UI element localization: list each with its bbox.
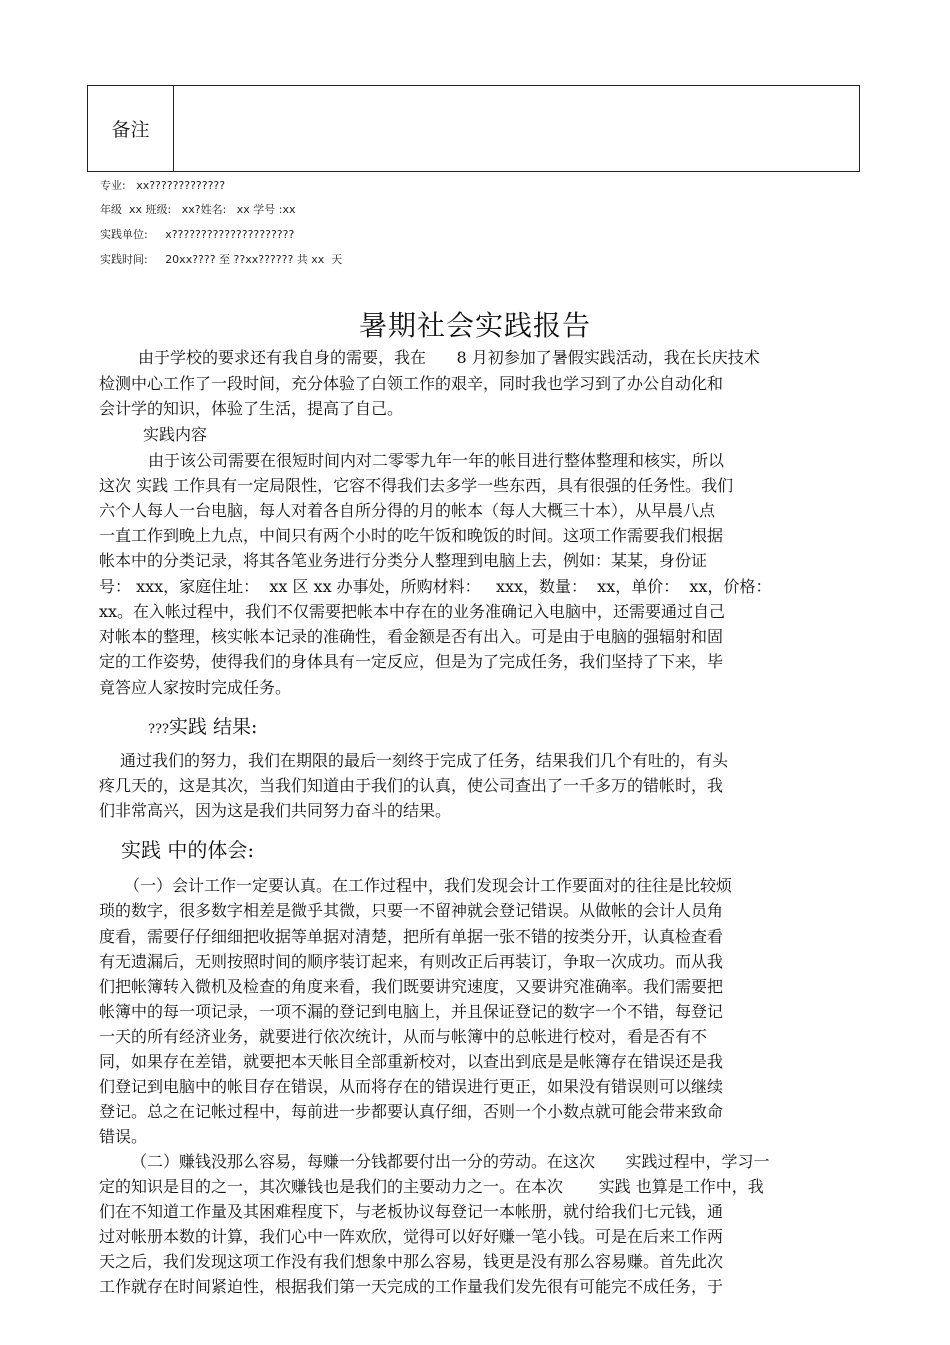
meta-major: 专业: xx????????????? — [100, 179, 226, 192]
experience-line: 工作就存在时间紧迫性，根据我们第一天完成的工作量我们发先很有可能完不成任务，于 — [99, 1277, 724, 1296]
intro-line: 由于学校的要求还有我自身的需要，我在 8 月初参加了暑假实践活动，我在长庆技术 — [138, 348, 760, 367]
experience-line: 错误。 — [99, 1127, 148, 1146]
experience-line: 定的知识是目的之一，其次赚钱也是我们的主要动力之一。在本次 实践 也算是工作中，我 — [99, 1177, 764, 1196]
experience-line: 登记。总之在记帐过程中，每前进一步都要认真仔细，否则一个小数点就可能会带来致命 — [99, 1102, 724, 1121]
result-prefix: ??? — [148, 722, 169, 737]
content-line: 帐本中的分类记录，将其各笔业务进行分类分人整理到电脑上去，例如：某某，身份证 — [99, 551, 708, 570]
experience-line: 度看，需要仔仔细细把收据等单据对清楚，把所有单据一张不错的按类分开，认真检查看 — [99, 927, 724, 946]
result-line: 们非常高兴，因为这是我们共同努力奋斗的结果。 — [99, 801, 452, 820]
experience-line: 琐的数字，很多数字相差是微乎其微，只要一不留神就会登记错误。从做帐的会计人员角 — [99, 901, 724, 920]
experience-line: 帐簿中的每一项记录，一项不漏的登记到电脑上，并且保证登记的数字一个不错，每登记 — [99, 1002, 724, 1021]
result-heading-text: 实践 结果: — [168, 716, 258, 738]
experience-line: 们登记到电脑中的帐目存在错误，从而将存在的错误进行更正，如果没有错误则可以继续 — [99, 1077, 724, 1096]
experience-line: 天之后，我们发现这项工作没有我们想象中那么容易，钱更是没有那么容易赚。首先此次 — [99, 1252, 724, 1271]
section-heading-experience: 实践 中的体会: — [121, 838, 255, 862]
content-line: 这次 实践 工作具有一定局限性，它容不得我们去多学一些东西，具有很强的任务性。我们 — [99, 476, 734, 495]
meta-grade-class-name: 年级 xx 班级: xx?姓名: xx 学号 :xx — [100, 203, 296, 216]
section-heading-content: 实践内容 — [143, 425, 208, 444]
result-line: 通过我们的努力，我们在期限的最后一刻终于完成了任务，结果我们几个有吐的，有头 — [120, 751, 729, 770]
experience-line: 过对帐册本数的计算，我们心中一阵欢欣，觉得可以好好赚一笔小钱。可是在后来工作两 — [99, 1227, 724, 1246]
experience-line: （一）会计工作一定要认真。在工作过程中，我们发现会计工作要面对的往往是比较烦 — [124, 876, 733, 895]
experience-line: 们把帐簿转入微机及检查的角度来看，我们既要讲究速度，又要讲究准确率。我们需要把 — [99, 977, 724, 996]
content-line: 一直工作到晚上九点，中间只有两个小时的吃午饭和晚饭的时间。这项工作需要我们根据 — [99, 526, 724, 545]
experience-line: 有无遗漏后，无则按照时间的顺序装订起来，有则改正后再装订，争取一次成功。而从我 — [99, 952, 724, 971]
result-line: 疼几天的，这是其次，当我们知道由于我们的认真，使公司查出了一千多万的错帐时，我 — [99, 776, 724, 795]
experience-line: 们在不知道工作量及其困难程度下，与老板协议每登记一本帐册，就付给我们七元钱，通 — [99, 1202, 724, 1221]
content-line: xx。在入帐过程中，我们不仅需要把帐本中存在的业务准确记入电脑中，还需要通过自己 — [99, 602, 726, 621]
content-line: 号： xxx，家庭住址： xx 区 xx 办事处，所购材料： xxx，数量： xx，单价： xx，价格： — [99, 577, 772, 596]
experience-line: 同，如果存在差错，就要把本天帐目全部重新校对，以查出到底是是帐簿存在错误还是我 — [99, 1052, 724, 1071]
section-heading-result — [148, 712, 257, 739]
remark-content — [174, 86, 859, 171]
experience-line: 一天的所有经济业务，就要进行依次统计，从而与帐簿中的总帐进行校对，看是否有不 — [99, 1027, 708, 1046]
intro-line: 会计学的知识，体验了生活，提高了自己。 — [99, 399, 404, 418]
experience-line: （二）赚钱没那么容易，每赚一分钱都要付出一分的劳动。在这次 实践过程中，学习一 — [131, 1152, 770, 1171]
content-line: 竟答应人家按时完成任务。 — [99, 678, 292, 697]
meta-practice-time: 实践时间: 20xx???? 至 ??xx?????? 共 xx 天 — [100, 253, 343, 266]
remark-table — [87, 85, 860, 172]
intro-line: 检测中心工作了一段时间，充分体验了白领工作的艰辛，同时我也学习到了办公自动化和 — [99, 374, 724, 393]
meta-practice-unit: 实践单位: x????????????????????? — [100, 228, 295, 241]
report-title: 暑期社会实践报告 — [358, 309, 591, 342]
content-line: 由于该公司需要在很短时间内对二零零九年一年的帐目进行整体整理和核实，所以 — [148, 451, 725, 470]
content-line: 六个人每人一台电脑，每人对着各自所分得的月的帐本（每人大概三十本），从早晨八点 — [99, 501, 716, 520]
content-line: 对帐本的整理，核实帐本记录的准确性，看金额是否有出入。可是由于电脑的强辐射和固 — [99, 627, 724, 646]
content-line: 定的工作姿势，使得我们的身体具有一定反应，但是为了完成任务，我们坚持了下来，毕 — [99, 652, 724, 671]
remark-label: 备注 — [88, 86, 174, 171]
